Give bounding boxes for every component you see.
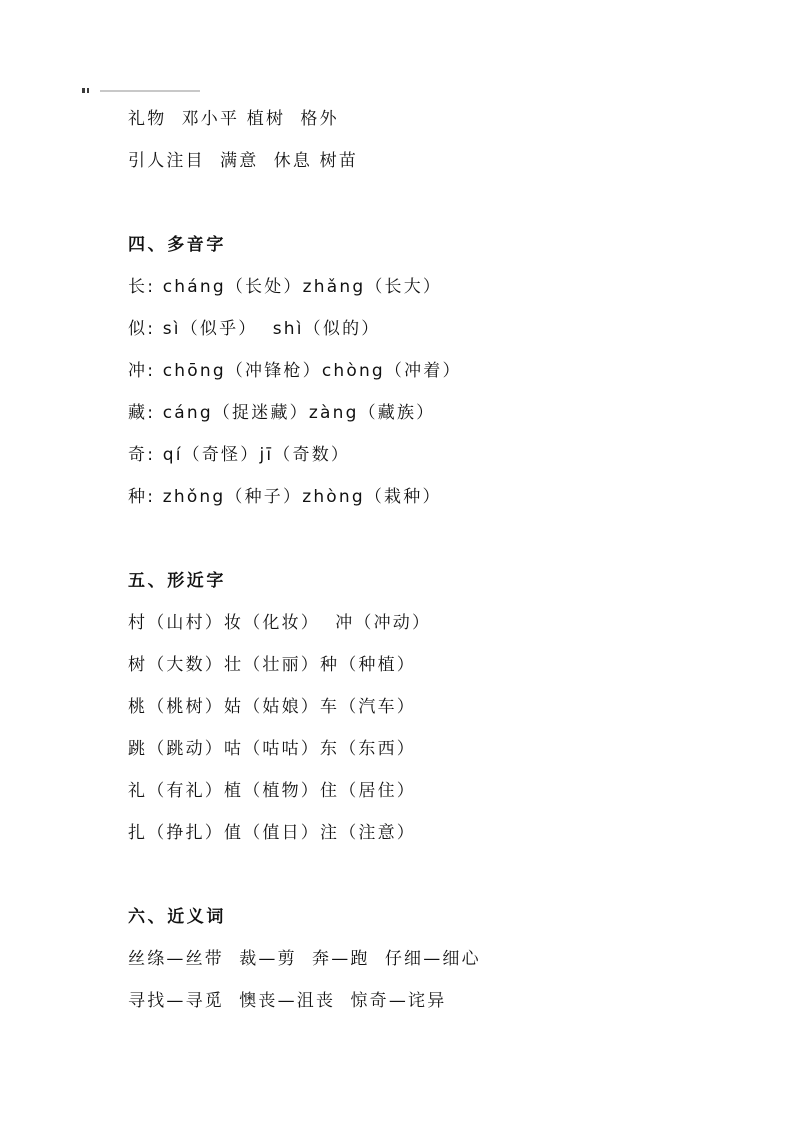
similar-chars-line: 礼（有礼）植（植物）住（居住）	[128, 781, 416, 801]
scan-artifact-mark	[82, 88, 200, 94]
intro-line: 礼物 邓小平 植树 格外	[128, 109, 339, 129]
synonyms-line: 丝绦—丝带 裁—剪 奔—跑 仔细—细心	[128, 949, 481, 969]
polyphonic-line: 奇: qí（奇怪）jī（奇数）	[128, 445, 351, 465]
polyphonic-line: 种: zhǒng（种子）zhòng（栽种）	[128, 487, 442, 507]
intro-line: 引人注目 满意 休息 树苗	[128, 151, 359, 171]
similar-chars-line: 树（大数）壮（壮丽）种（种植）	[128, 655, 416, 675]
section-heading-polyphonic: 四、多音字	[128, 235, 226, 255]
polyphonic-line: 藏: cáng（捉迷藏）zàng（藏族）	[128, 403, 436, 423]
synonyms-line: 寻找—寻觅 懊丧—沮丧 惊奇—诧异	[128, 991, 447, 1011]
similar-chars-line: 桃（桃树）姑（姑娘）车（汽车）	[128, 697, 416, 717]
similar-chars-line: 村（山村）妆（化妆） 冲（冲动）	[128, 613, 432, 633]
similar-chars-line: 扎（挣扎）值（值日）注（注意）	[128, 823, 416, 843]
section-heading-similar-chars: 五、形近字	[128, 571, 226, 591]
section-heading-synonyms: 六、近义词	[128, 907, 226, 927]
polyphonic-line: 长: cháng（长处）zhǎng（长大）	[128, 277, 443, 297]
polyphonic-line: 似: sì（似乎） shì（似的）	[128, 319, 381, 339]
polyphonic-line: 冲: chōng（冲锋枪）chòng（冲着）	[128, 361, 462, 381]
similar-chars-line: 跳（跳动）咕（咕咕）东（东西）	[128, 739, 416, 759]
